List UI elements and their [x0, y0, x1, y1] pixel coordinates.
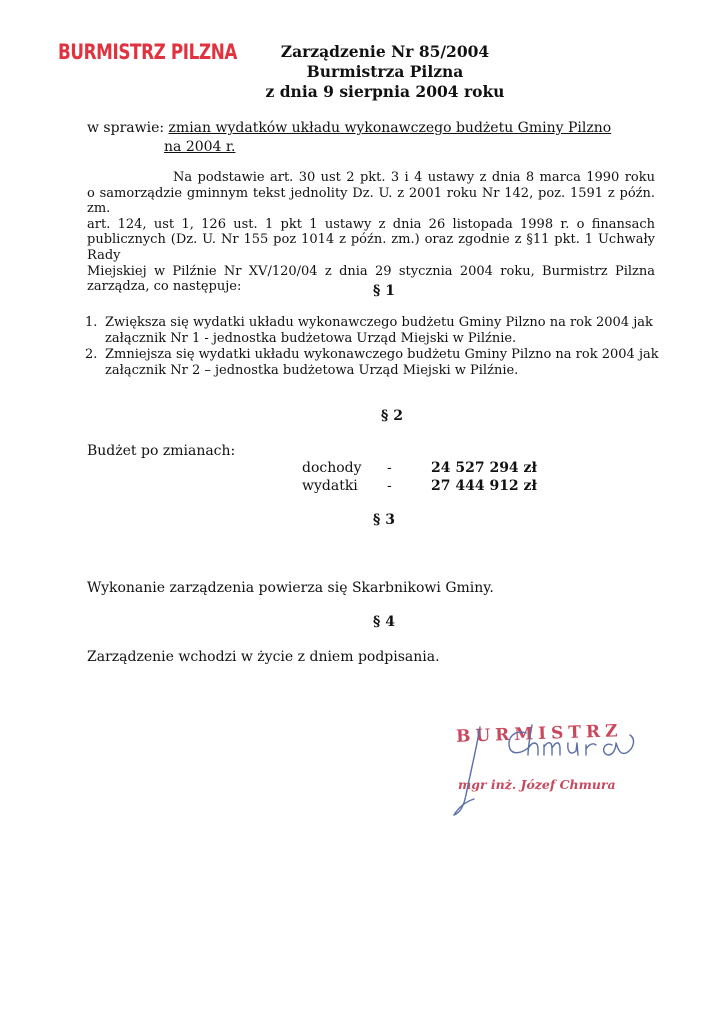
budget-row-income	[302, 460, 562, 478]
budget-row-name: wydatki	[302, 478, 358, 494]
document-title	[230, 42, 540, 102]
handwritten-signature	[440, 715, 650, 820]
logo-burmistrz-pilzna: BURMISTRZ PILZNA	[58, 40, 237, 64]
list-item	[85, 315, 675, 346]
list-item	[85, 347, 675, 378]
list-item-number: 1.	[85, 315, 98, 330]
section-1-list	[85, 315, 675, 379]
list-item-number: 2.	[85, 347, 98, 363]
preamble-line: publicznych (Dz. U. Nr 155 poz 1014 z późn. zm.) oraz zgodnie z §11 pkt. 1 Uchwały Rady	[87, 232, 655, 263]
stamp-title: BURMISTRZ	[455, 721, 623, 747]
subject-line-2: na 2004 r.	[164, 139, 236, 155]
subject	[87, 119, 611, 157]
preamble-line: o samorządzie gminnym tekst jednolity Dz. U. z 2001 roku Nr 142, poz. 1591 z późn. zm.	[87, 185, 655, 217]
section-3-text: Wykonanie zarządzenia powierza się Skarbnikowi Gminy.	[87, 580, 494, 596]
title-line-1: Zarządzenie Nr 85/2004	[280, 42, 490, 61]
preamble-line: art. 124, ust 1, 126 ust. 1 pkt 1 ustawy z dnia 26 listopada 1998 r. o finansach	[87, 216, 655, 232]
list-item-text: Zmniejsza się wydatki układu wykonawczego budżetu Gminy Pilzno na rok 2004 jak	[105, 347, 659, 363]
budget-row-name: dochody	[302, 460, 362, 476]
list-item-text: załącznik Nr 1 - jednostka budżetowa Urząd Miejski w Pilźnie.	[105, 330, 517, 346]
section-1-heading: § 1	[373, 283, 395, 299]
preamble-line: Miejskiej w Pilźnie Nr XV/120/04 z dnia 29 stycznia 2004 roku, Burmistrz Pilzna	[87, 263, 655, 279]
budget-row-dash: -	[387, 460, 392, 476]
subject-line-1: zmian wydatków układu wykonawczego budżetu Gminy Pilzno	[168, 120, 612, 136]
preamble-line: Na podstawie art. 30 ust 2 pkt. 3 i 4 ustawy z dnia 8 marca 1990 roku	[173, 170, 655, 185]
budget-row-expenses	[302, 478, 562, 496]
preamble	[87, 170, 655, 295]
budget-row-amount: 24 527 294 zł	[431, 460, 537, 476]
budget-label: Budżet po zmianach:	[87, 443, 236, 459]
budget-row-amount: 27 444 912 zł	[431, 478, 537, 494]
section-4-heading: § 4	[373, 614, 395, 630]
section-2-heading: § 2	[381, 408, 403, 424]
title-line-2: Burmistrza Pilzna	[306, 62, 464, 81]
list-item-text: załącznik Nr 2 – jednostka budżetowa Urząd Miejski w Pilźnie.	[105, 362, 519, 378]
stamp-name: mgr inż. Józef Chmura	[458, 777, 616, 792]
budget-row-dash: -	[387, 478, 392, 494]
list-item-text: Zwiększa się wydatki układu wykonawczego budżetu Gminy Pilzno na rok 2004 jak	[105, 315, 653, 330]
title-line-3: z dnia 9 sierpnia 2004 roku	[265, 82, 505, 101]
section-3-heading: § 3	[373, 512, 395, 528]
subject-prefix: w sprawie:	[87, 120, 169, 136]
section-4-text: Zarządzenie wchodzi w życie z dniem podpisania.	[87, 649, 440, 665]
preamble-line: zarządza, co następuje:	[87, 279, 242, 295]
